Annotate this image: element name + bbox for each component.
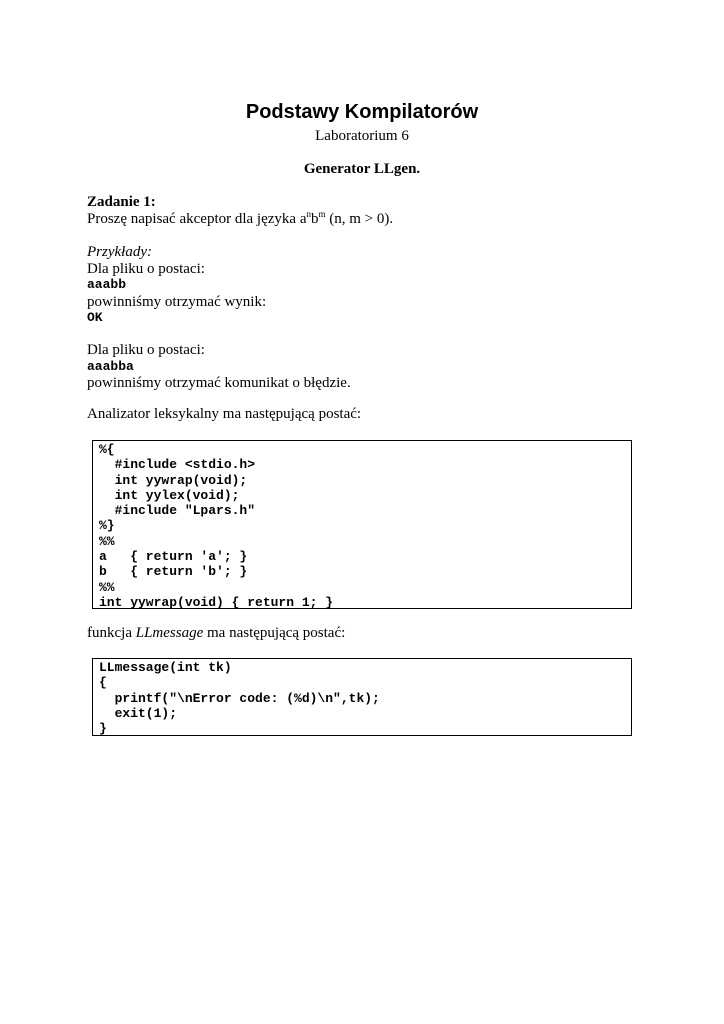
- task-text-after: (n, m > 0).: [325, 210, 394, 227]
- code-line: int yylex(void);: [99, 487, 240, 503]
- task-text: [87, 208, 647, 228]
- example1-intro: Dla pliku o postaci:: [87, 260, 205, 277]
- code-line: #include "Lpars.h": [99, 503, 256, 519]
- task-sup-m: m: [318, 208, 326, 219]
- example2-result-intro: powinniśmy otrzymać komunikat o błędzie.: [87, 375, 351, 391]
- example2-section: [87, 342, 647, 392]
- example1-input: aaabb: [87, 277, 127, 292]
- task-text-before: Proszę napisać akceptor dla języka a: [87, 210, 307, 227]
- code-line: %%: [99, 533, 115, 549]
- code-line: printf("\nError code: (%d)\n",tk);: [99, 690, 380, 706]
- code-line: exit(1);: [99, 705, 178, 721]
- code-line: int yywrap(void);: [99, 472, 248, 488]
- lexer-code-box: [92, 440, 632, 609]
- llmessage-intro: [87, 625, 647, 642]
- code-line: }: [99, 721, 107, 737]
- lexer-intro-section: [87, 406, 647, 423]
- document-subtitle: Laboratorium 6: [315, 128, 409, 144]
- task-label: Zadanie 1:: [87, 194, 156, 210]
- code-line: LLmessage(int tk): [99, 660, 232, 675]
- examples-section: [87, 244, 647, 327]
- code-line: a { return 'a'; }: [99, 549, 248, 565]
- llmessage-code-box: [92, 658, 632, 736]
- document-title: Podstawy Kompilatorów: [245, 101, 479, 123]
- llmessage-intro-section: [87, 625, 647, 642]
- code-line: %%: [99, 579, 115, 595]
- code-line: b { return 'b'; }: [99, 564, 248, 580]
- section-heading: Generator LLgen.: [303, 161, 421, 177]
- code-line: %}: [99, 518, 115, 534]
- example1-result: OK: [87, 310, 103, 325]
- lexer-intro: Analizator leksykalny ma następującą postać:: [87, 406, 362, 422]
- code-line: %{: [99, 442, 115, 457]
- example2-intro: Dla pliku o postaci:: [87, 342, 205, 358]
- task-text-mid: b: [310, 210, 319, 227]
- code-line: {: [99, 675, 107, 691]
- llmessage-intro-before: funkcja: [87, 625, 136, 641]
- examples-label: Przykłady:: [87, 244, 152, 260]
- code-line: int yywrap(void) { return 1; }: [99, 594, 334, 610]
- example2-input: aaabba: [87, 358, 134, 374]
- task-section: [87, 194, 647, 227]
- example1-result-intro: powinniśmy otrzymać wynik:: [87, 293, 267, 310]
- llmessage-intro-after: ma następującą postać:: [203, 625, 346, 641]
- llmessage-function-name: LLmessage: [135, 625, 204, 641]
- code-line: #include <stdio.h>: [99, 457, 256, 473]
- task-sup-n: n: [306, 208, 311, 219]
